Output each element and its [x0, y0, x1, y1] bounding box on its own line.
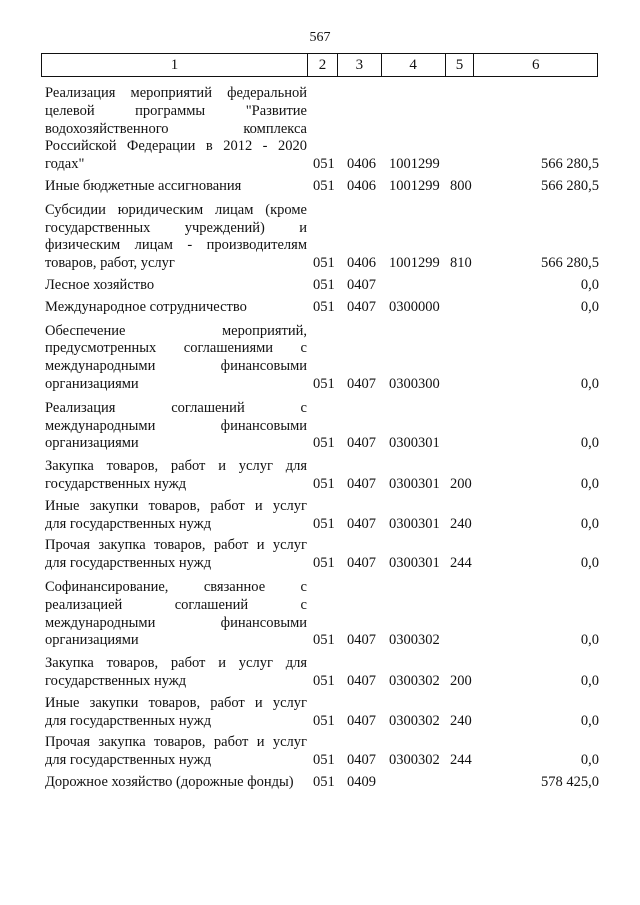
target-code: 0300301	[389, 475, 440, 492]
ministry-code: 051	[313, 672, 335, 689]
table-body	[45, 85, 599, 792]
description-line: Обеспечение мероприятий,	[45, 322, 307, 339]
amount-value: 578 425,0	[541, 773, 599, 790]
amount-value: 566 280,5	[541, 255, 599, 272]
description-line: реализацией соглашений с	[45, 596, 307, 613]
table-row	[45, 85, 599, 174]
section-code: 0407	[347, 555, 376, 572]
row-codes	[45, 255, 599, 273]
target-code: 1001299	[389, 255, 440, 272]
expense-type-code: 244	[450, 752, 472, 769]
target-code: 0300301	[389, 435, 440, 452]
header-col-1: 1	[170, 57, 179, 73]
section-code: 0407	[347, 712, 376, 729]
expense-type-code: 244	[450, 555, 472, 572]
ministry-code: 051	[313, 752, 335, 769]
description-line: для государственных нужд	[45, 555, 212, 572]
table-row	[45, 655, 599, 691]
description-line: Иные закупки товаров, работ и услуг	[45, 694, 307, 711]
section-code: 0407	[347, 298, 376, 315]
row-codes	[45, 516, 599, 534]
page-number: 567	[309, 30, 331, 45]
description-line: Иные закупки товаров, работ и услуг	[45, 497, 307, 514]
section-code: 0406	[347, 255, 376, 272]
row-codes	[45, 632, 599, 650]
section-code: 0409	[347, 773, 376, 790]
row-codes	[45, 178, 599, 196]
table-row	[45, 498, 599, 534]
ministry-code: 051	[313, 177, 335, 194]
ministry-code: 051	[313, 773, 335, 790]
ministry-code: 051	[313, 156, 335, 173]
target-code: 0300000	[389, 298, 440, 315]
section-code: 0406	[347, 156, 376, 173]
row-codes	[45, 376, 599, 394]
target-code: 0300300	[389, 375, 440, 392]
ministry-code: 051	[313, 712, 335, 729]
description-line: Софинансирование, связанное с	[45, 578, 307, 595]
amount-value: 0,0	[580, 435, 599, 452]
description-line: Международное сотрудничество	[45, 298, 247, 315]
section-code: 0407	[347, 752, 376, 769]
row-codes	[45, 476, 599, 494]
amount-value: 566 280,5	[541, 156, 599, 173]
description-line: Дорожное хозяйство (дорожные фонды)	[45, 773, 294, 790]
description-line: Лесное хозяйство	[45, 276, 155, 293]
amount-value: 0,0	[580, 712, 599, 729]
description-line: товаров, работ, услуг	[45, 255, 175, 272]
section-code: 0407	[347, 375, 376, 392]
header-col-5: 5	[445, 54, 474, 76]
target-code: 1001299	[389, 156, 440, 173]
description-line: Закупка товаров, работ и услуг для	[45, 655, 307, 672]
description-line: для государственных нужд	[45, 515, 212, 532]
expense-type-code: 800	[450, 177, 472, 194]
section-code: 0407	[347, 276, 376, 293]
description-line: организациями	[45, 632, 139, 649]
description-line: предусмотренных соглашениями с	[45, 340, 307, 357]
description-line: Реализация мероприятий федеральной	[45, 85, 307, 101]
description-line: организациями	[45, 375, 139, 392]
amount-value: 0,0	[580, 375, 599, 392]
header-col-3: 3	[337, 54, 381, 76]
table-row	[45, 323, 599, 394]
table-row	[45, 458, 599, 494]
target-code: 0300302	[389, 712, 440, 729]
row-codes	[45, 752, 599, 770]
section-code: 0406	[347, 177, 376, 194]
description-line: международными финансовыми	[45, 358, 307, 375]
section-code: 0407	[347, 632, 376, 649]
row-codes	[45, 299, 599, 317]
row-codes	[45, 277, 599, 295]
amount-value: 0,0	[580, 752, 599, 769]
amount-value: 0,0	[580, 632, 599, 649]
ministry-code: 051	[313, 632, 335, 649]
ministry-code: 051	[313, 435, 335, 452]
table-row	[45, 299, 599, 317]
table-row	[45, 774, 599, 792]
ministry-code: 051	[313, 475, 335, 492]
description-line: целевой программы "Развитие	[45, 102, 307, 119]
amount-value: 0,0	[580, 276, 599, 293]
section-code: 0407	[347, 672, 376, 689]
amount-value: 0,0	[580, 515, 599, 532]
description-line: Субсидии юридическим лицам (кроме	[45, 201, 307, 218]
header-col-2: 2	[307, 54, 337, 76]
row-codes	[45, 435, 599, 453]
description-line: Иные бюджетные ассигнования	[45, 177, 242, 194]
target-code: 0300302	[389, 632, 440, 649]
table-row	[45, 202, 599, 273]
description-line: для государственных нужд	[45, 752, 212, 769]
description-line: водохозяйственного комплекса	[45, 120, 307, 137]
amount-value: 0,0	[580, 475, 599, 492]
amount-value: 0,0	[580, 672, 599, 689]
row-codes	[45, 774, 599, 792]
header-col-4: 4	[381, 54, 445, 76]
description-line: Российской Федерации в 2012 - 2020	[45, 138, 307, 155]
row-codes	[45, 673, 599, 691]
description-line: Закупка товаров, работ и услуг для	[45, 458, 307, 475]
row-codes	[45, 156, 599, 174]
target-code: 1001299	[389, 177, 440, 194]
target-code: 0300302	[389, 752, 440, 769]
description-line: государственных учреждений) и	[45, 219, 307, 236]
ministry-code: 051	[313, 255, 335, 272]
expense-type-code: 810	[450, 255, 472, 272]
description-line: Прочая закупка товаров, работ и услуг	[45, 734, 307, 751]
target-code: 0300301	[389, 515, 440, 532]
description-line: Реализация соглашений с	[45, 399, 307, 416]
section-code: 0407	[347, 475, 376, 492]
description-line: государственных нужд	[45, 672, 187, 689]
amount-value: 566 280,5	[541, 177, 599, 194]
description-line: физическим лицам - производителям	[45, 237, 307, 254]
ministry-code: 051	[313, 276, 335, 293]
section-code: 0407	[347, 435, 376, 452]
expense-type-code: 200	[450, 672, 472, 689]
description-line: международными финансовыми	[45, 417, 307, 434]
table-header	[41, 53, 598, 77]
ministry-code: 051	[313, 515, 335, 532]
table-row	[45, 734, 599, 770]
target-code: 0300302	[389, 672, 440, 689]
description-line: государственных нужд	[45, 475, 187, 492]
amount-value: 0,0	[580, 555, 599, 572]
table-row	[45, 537, 599, 573]
row-codes	[45, 555, 599, 573]
ministry-code: 051	[313, 298, 335, 315]
expense-type-code: 200	[450, 475, 472, 492]
table-row	[45, 695, 599, 731]
target-code: 0300301	[389, 555, 440, 572]
table-row	[45, 277, 599, 295]
description-line: международными финансовыми	[45, 614, 307, 631]
description-line: Прочая закупка товаров, работ и услуг	[45, 537, 307, 554]
expense-type-code: 240	[450, 712, 472, 729]
description-line: организациями	[45, 435, 139, 452]
description-line: для государственных нужд	[45, 712, 212, 729]
header-col-6: 6	[473, 54, 597, 76]
table-row	[45, 178, 599, 196]
table-row	[45, 400, 599, 453]
ministry-code: 051	[313, 555, 335, 572]
description-line: годах"	[45, 156, 85, 173]
table-row	[45, 579, 599, 650]
section-code: 0407	[347, 515, 376, 532]
row-codes	[45, 713, 599, 731]
ministry-code: 051	[313, 375, 335, 392]
expense-type-code: 240	[450, 515, 472, 532]
amount-value: 0,0	[580, 298, 599, 315]
